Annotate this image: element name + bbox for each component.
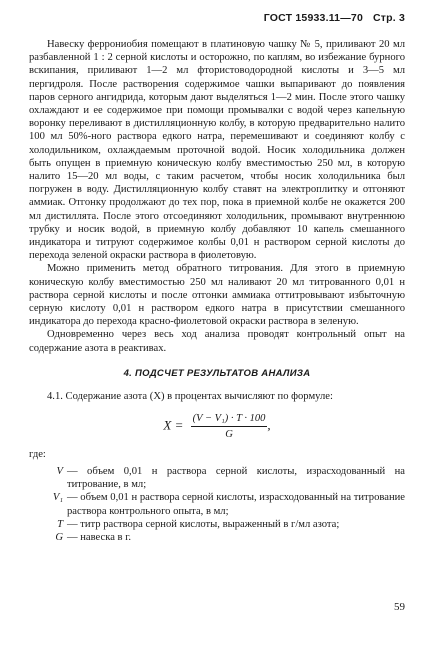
definition-item — [29, 531, 405, 544]
formula — [29, 412, 405, 441]
definitions-list — [29, 465, 405, 544]
formula-numerator: (V − V₁) · T · 100 — [191, 412, 268, 427]
formula-denominator: G — [225, 429, 233, 441]
page-number: 59 — [394, 601, 405, 613]
header-page: Стр. 3 — [372, 12, 405, 24]
formula-fraction — [191, 412, 271, 441]
body-text — [29, 38, 405, 544]
definition-symbol: T — [57, 518, 63, 530]
section-title: 4. ПОДСЧЕТ РЕЗУЛЬТАТОВ АНАЛИЗА — [123, 367, 311, 379]
formula-lhs: X = — [163, 417, 184, 433]
definition-text: — объем 0,01 н раствора серной кислоты, израсходованный на титрование раствора контрольного опыта, в мл; — [67, 492, 405, 517]
paragraph-procedure: Навеску феррониобия помещают в платиновую чашку № 5, приливают 20 мл разбавленной 1 : 2 серной кислоты и осторожно, по каплям, во избежание бурного вскипания, приливают 1—2 мл фтористоводородной кислоты и 3—5 мл пергидроля. После растворения содержимое чашки выпаривают до появления паров серного ангидрида, которым дают выделяться 1—2 мин. После этого чашку охлаждают и ее содержимое при помощи промывалки с водой через капельную воронку переливают в дистилляционную колбу, в которую предварительно налито 100 мл 50%-ного раствора едкого натра, перемешивают и соединяют колбу с холодильником, охлаждаемым проточной водой. Носик холодильника должен быть опущен в приемную коническую колбу вместимостью 250 мл, в которую налито 15—20 мл воды, с таким расчетом, чтобы носик холодильника был погружен в воду. Дистилляционную колбу ставят на электроплитку и отгоняют аммиак. Отгонку продолжают до тех пор, пока в приемной колбе не окажется 200 мл дистиллята. После этого отсоединяют холодильник, промывают внутреннюю трубку и носик водой, в приемную колбу добавляют 10 капель смешанного индикатора и титруют содержимое колбы 0,01 н раствором серной кислоты до перехода зеленой окраски раствора в фиолетовую. — [29, 39, 405, 262]
definition-symbol: G — [55, 531, 63, 543]
definition-symbol: V₁ — [52, 492, 63, 504]
standard-number: ГОСТ 15933.11—70 — [263, 12, 363, 24]
paragraph-control: Одновременно через весь ход анализа проводят контрольный опыт на содержание азота в реактивах. — [29, 329, 405, 354]
where-label: где: — [29, 448, 46, 460]
paragraph-back-titration: Можно применить метод обратного титрования. Для этого в приемную коническую колбу вместимостью 250 мл наливают 20 мл титрованного 0,01 н раствора серной кислоты и после отгонки аммиака оттитровывают избыточную серную кислоту 0,01 н раствором едкого натра в присутствии смешанного индикатора до перехода красно-фиолетовой окраски раствора в зеленую. — [29, 263, 405, 328]
definition-symbol: V — [56, 465, 63, 477]
definition-item — [29, 518, 405, 531]
definition-text: — титр раствора серной кислоты, выраженный в г/мл азота; — [67, 518, 340, 530]
definition-item — [29, 491, 405, 517]
definition-item — [29, 465, 405, 491]
page-header — [264, 12, 405, 24]
formula-tail: , — [267, 417, 271, 433]
definition-text: — навеска в г. — [67, 531, 132, 543]
definition-text: — объем 0,01 н раствора серной кислоты, израсходованный на титрование, в мл; — [67, 465, 405, 491]
clause-4-1: 4.1. Содержание азота (X) в процентах вычисляют по формуле: — [47, 391, 333, 403]
